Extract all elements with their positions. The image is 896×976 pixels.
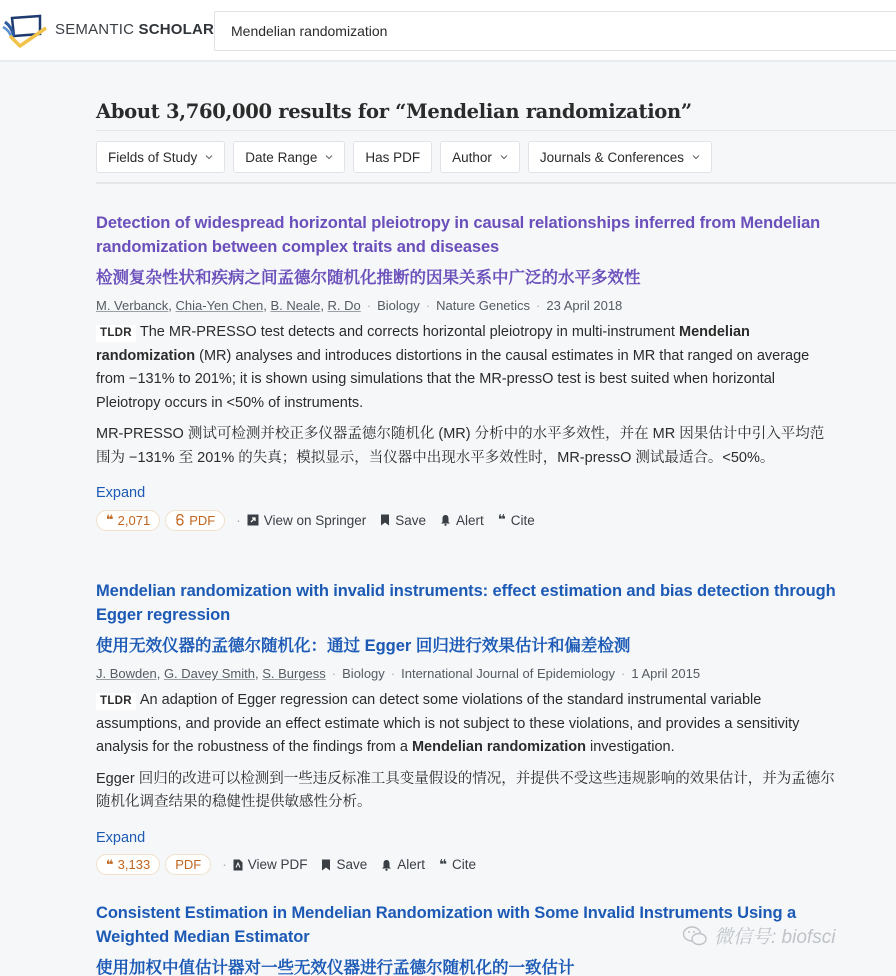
pdf-label: PDF — [175, 857, 202, 872]
brand-name[interactable] — [55, 21, 214, 38]
semantic-scholar-logo-icon[interactable] — [2, 12, 48, 48]
field-of-study: Biology — [377, 298, 420, 313]
alert-button[interactable] — [381, 857, 425, 872]
view-pdf-link[interactable] — [233, 857, 308, 872]
author-link[interactable]: R. Do — [327, 298, 361, 313]
filter-has-pdf[interactable] — [353, 141, 432, 173]
view-on-publisher-link[interactable] — [247, 513, 367, 528]
venue: Nature Genetics — [436, 298, 531, 313]
cite-label: Cite — [451, 857, 476, 872]
tldr-text: An adaption of Egger regression can detect some violations of the standard instrumental variable assumptions, and provide an effect estimate which is not subject to these violations, and provides a sensitivity analysis for the robustness of the findings from a — [96, 692, 800, 755]
citation-count: 2,071 — [117, 512, 151, 528]
wechat-icon — [682, 925, 708, 947]
paper-meta: J. Bowden, G. Davey Smith, S. Burgess · Biology · International Journal of Epidemiology · 1 April 2015 — [96, 666, 701, 681]
quote-icon: ❝ — [497, 512, 506, 527]
alert-button[interactable] — [440, 513, 484, 528]
paper-actions: ❝ 2,071 PDF · View on Springer Save Alert ❝ Cite — [96, 509, 836, 531]
cite-label: Cite — [510, 512, 535, 528]
author-link[interactable]: J. Bowden — [96, 666, 157, 681]
filter-journals-conferences[interactable] — [528, 141, 712, 173]
filter-label: Has PDF — [365, 149, 421, 165]
filter-label: Journals & Conferences — [539, 149, 684, 165]
brand-bold-text: SCHOLAR — [138, 21, 215, 38]
paper-actions: ❝ 3,133 PDF · View PDF Save Alert ❝ Cite — [96, 854, 836, 876]
filter-label: Fields of Study — [108, 149, 198, 165]
paper-title-link[interactable]: Detection of widespread horizontal pleiotropy in causal relationships inferred from Mendelian randomization between complex traits and diseases — [96, 214, 821, 256]
filter-label: Date Range — [245, 149, 318, 165]
tldr-summary — [96, 689, 836, 760]
tldr-text: (MR) analyses and introduces distortions in the causal estimates in MR that ranged on average from −131% to 201%; it is shown using simulations that the MR-pressO test is best suited when horizontal Pleiotropy occurs in <50% of instruments. — [96, 347, 810, 411]
divider — [96, 130, 896, 131]
results-count-heading: About 3,760,000 results for “Mendelian randomization” — [96, 100, 692, 123]
summary-translation: Egger 回归的改进可以检测到一些违反标准工具变量假设的情况，并提供不受这些违规影响的效果估计，并为孟德尔随机化调查结果的稳健性提供敏感性分析。 — [96, 770, 835, 810]
field-of-study: Biology — [342, 666, 385, 681]
filter-author[interactable] — [440, 141, 520, 173]
alert-label: Alert — [456, 512, 484, 528]
pdf-file-icon — [233, 859, 243, 871]
pdf-button[interactable] — [165, 854, 211, 875]
citation-count-button[interactable] — [96, 510, 160, 531]
chevron-down-icon — [500, 153, 508, 161]
summary-translation: MR-PRESSO 测试可检测并校正多仪器孟德尔随机化 (MR) 分析中的水平多效性，并在 MR 因果估计中引入平均范围为 −131% 至 201% 的失真；模拟显示，当仪器中出现水平多效性时，MR-pressO 测试最适合。<50%。 — [96, 426, 825, 466]
paper-title-translation[interactable]: 使用无效仪器的孟德尔随机化：通过 Egger 回归进行效果估计和偏差检测 — [96, 637, 631, 655]
search-input[interactable]: Mendelian randomization — [214, 11, 896, 51]
view-label: View on Springer — [263, 512, 367, 528]
cite-button[interactable] — [498, 512, 535, 528]
external-link-icon — [247, 514, 259, 526]
open-access-icon — [175, 514, 185, 526]
search-result — [96, 212, 836, 531]
tldr-badge: TLDR — [96, 693, 136, 710]
paper-title-translation[interactable]: 检测复杂性状和疾病之间孟德尔随机化推断的因果关系中广泛的水平多效性 — [96, 269, 641, 287]
watermark-text: 微信号: biofsci — [714, 927, 836, 948]
wechat-watermark — [682, 922, 835, 949]
pdf-button[interactable] — [165, 510, 225, 531]
filter-date-range[interactable] — [233, 141, 345, 173]
save-button[interactable] — [380, 513, 426, 528]
tldr-text: investigation. — [585, 739, 675, 755]
save-label: Save — [336, 857, 368, 872]
author-link[interactable]: S. Burgess — [262, 666, 326, 681]
venue: International Journal of Epidemiology — [401, 666, 616, 681]
chevron-down-icon — [692, 153, 700, 161]
filter-fields-of-study[interactable] — [96, 141, 225, 173]
chevron-down-icon — [205, 153, 213, 161]
view-label: View PDF — [247, 857, 308, 872]
top-header — [0, 0, 896, 62]
search-result — [96, 580, 836, 876]
save-label: Save — [395, 512, 427, 528]
divider — [96, 182, 896, 184]
filter-bar — [96, 141, 712, 173]
tldr-text: The MR-PRESSO test detects and corrects horizontal pleiotropy in multi-instrument — [139, 324, 679, 340]
brand-light-text: SEMANTIC — [55, 21, 139, 38]
bell-icon — [440, 514, 451, 526]
pdf-label: PDF — [189, 512, 216, 528]
author-link[interactable]: B. Neale — [270, 298, 321, 313]
filter-label: Author — [452, 149, 492, 165]
bookmark-icon — [380, 514, 390, 526]
chevron-down-icon — [325, 153, 333, 161]
quote-icon: ❝ — [106, 512, 114, 527]
paper-meta: M. Verbanck, Chia-Yen Chen, B. Neale, R. Do · Biology · Nature Genetics · 23 April 2018 — [96, 298, 623, 313]
tldr-summary — [96, 321, 836, 415]
tldr-highlight: Mendelian randomization — [411, 739, 586, 755]
author-link[interactable]: M. Verbanck — [96, 298, 169, 313]
bookmark-icon — [321, 859, 331, 871]
author-link[interactable]: G. Davey Smith — [163, 666, 255, 681]
expand-link[interactable]: Expand — [96, 829, 146, 846]
paper-title-translation[interactable]: 使用加权中值估计器对一些无效仪器进行孟德尔随机化的一致估计 — [96, 959, 575, 976]
citation-count: 3,133 — [117, 857, 151, 872]
save-button[interactable] — [321, 857, 367, 872]
alert-label: Alert — [397, 857, 426, 872]
publication-date: 23 April 2018 — [546, 298, 623, 313]
author-link[interactable]: Chia-Yen Chen — [175, 298, 264, 313]
paper-title-link[interactable]: Mendelian randomization with invalid instruments: effect estimation and bias detection through Egger regression — [96, 582, 836, 624]
tldr-badge: TLDR — [96, 325, 136, 342]
expand-link[interactable]: Expand — [96, 485, 146, 501]
quote-icon: ❝ — [106, 856, 114, 872]
cite-button[interactable] — [439, 857, 476, 873]
citation-count-button[interactable] — [96, 854, 160, 875]
paper-title-link[interactable]: Consistent Estimation in Mendelian Randomization with Some Invalid Instruments Using a Weighted Median Estimator — [96, 904, 797, 946]
tldr-highlight: Mendelian randomization — [96, 324, 750, 364]
publication-date: 1 April 2015 — [631, 666, 701, 681]
bell-icon — [381, 859, 392, 871]
quote-icon: ❝ — [439, 856, 447, 872]
